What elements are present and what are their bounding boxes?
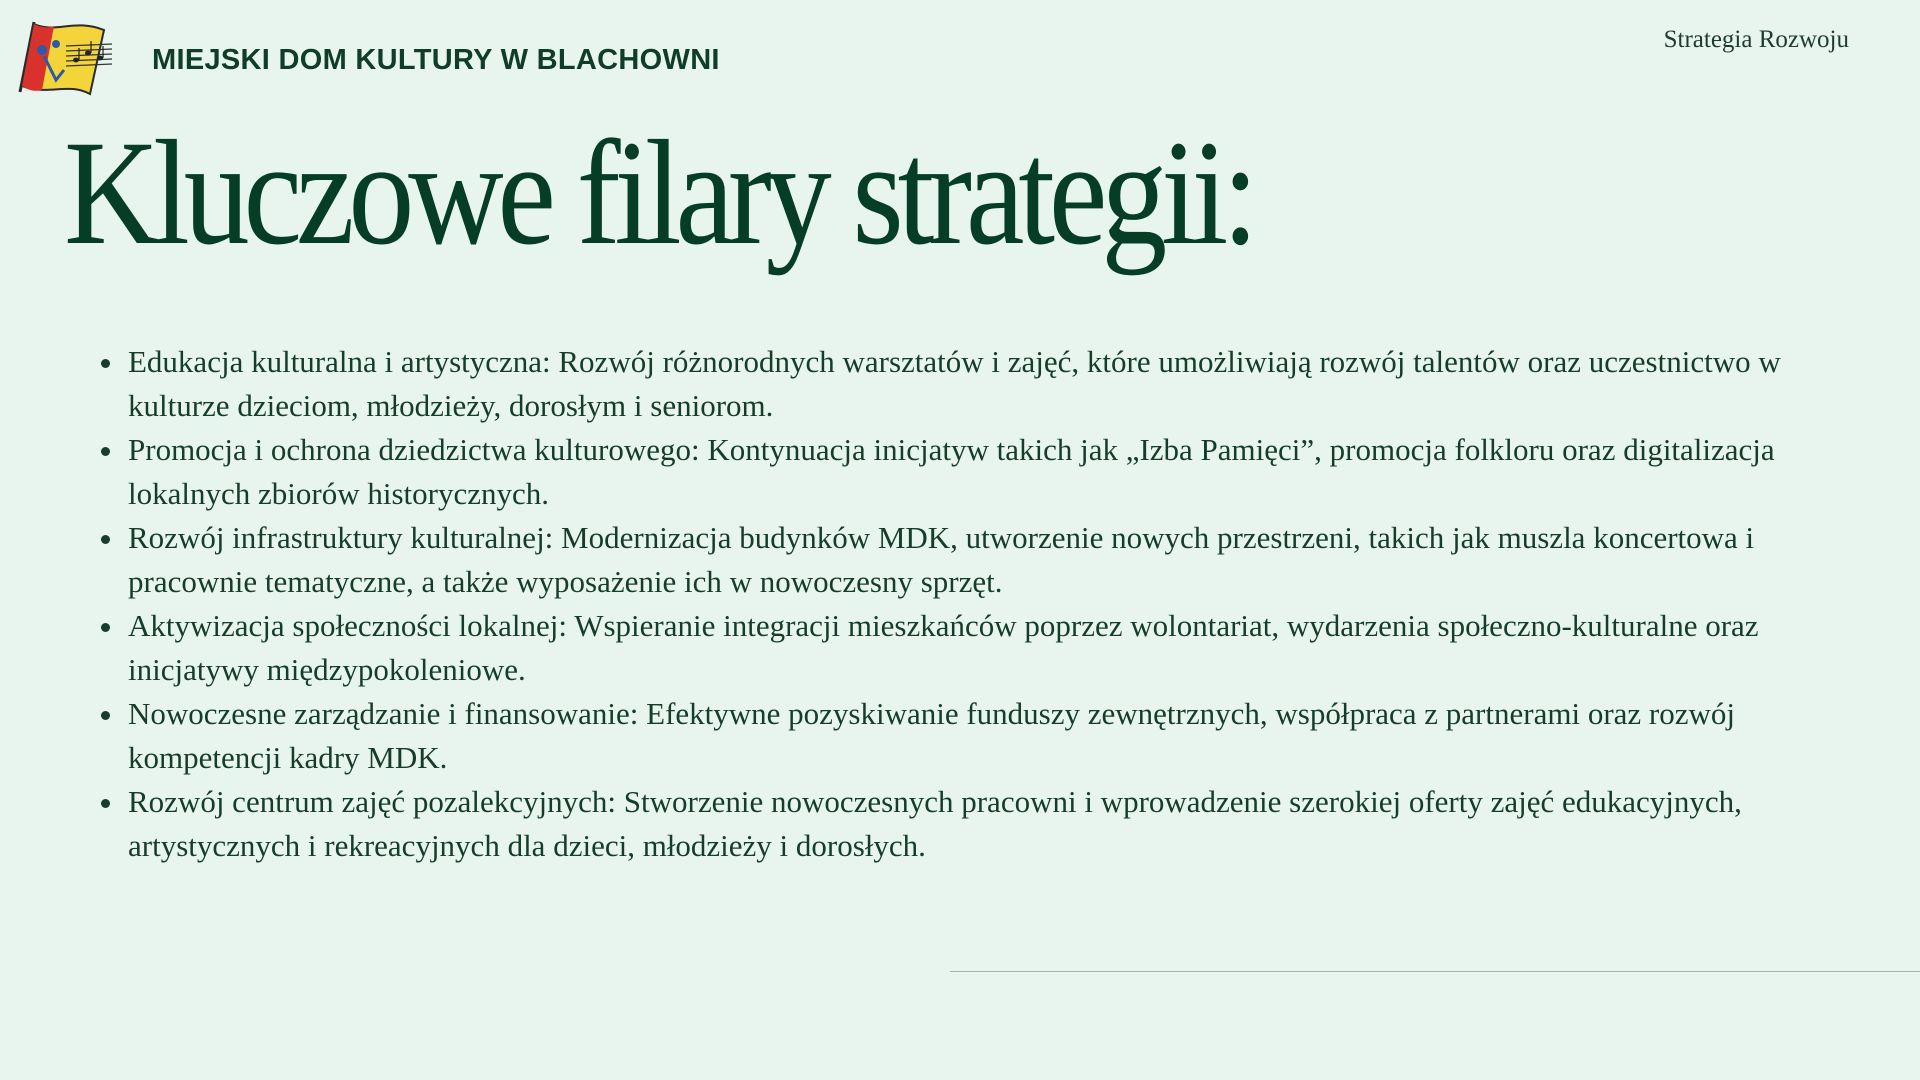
flag-logo-icon xyxy=(20,22,112,94)
section-label: Strategia Rozwoju xyxy=(1663,26,1849,53)
list-item: • Edukacja kulturalna i artystyczna: Rozwój różnorodnych warsztatów i zajęć, które umożliwiają rozwój talentów oraz uczestnictwo w kulturze dzieciom, młodzieży, dorosłym i seniorom. xyxy=(126,340,1826,428)
list-item: • Rozwój infrastruktury kulturalnej: Modernizacja budynków MDK, utworzenie nowych przestrzeni, takich jak muszla koncertowa i pracownie tematyczne, a także wyposażenie ich w nowoczesny sprzęt. xyxy=(126,516,1826,604)
list-item: • Promocja i ochrona dziedzictwa kulturowego: Kontynuacja inicjatyw takich jak „Izba Pamięci”, promocja folkloru oraz digitalizacja lokalnych zbiorów historycznych. xyxy=(126,428,1826,516)
slide-title: Kluczowe filary strategii: xyxy=(64,110,1253,276)
strategy-pillars-list xyxy=(96,340,1826,868)
list-item: • Aktywizacja społeczności lokalnej: Wspieranie integracji mieszkańców poprzez wolontariat, wydarzenia społeczno-kulturalne oraz inicjatywy międzypokoleniowe. xyxy=(126,604,1826,692)
footer-divider xyxy=(950,971,1920,972)
list-item: • Nowoczesne zarządzanie i finansowanie: Efektywne pozyskiwanie funduszy zewnętrznych, współpraca z partnerami oraz rozwój kompetencji kadry MDK. xyxy=(126,692,1826,780)
mdk-logo xyxy=(16,20,120,96)
organization-name: MIEJSKI DOM KULTURY W BLACHOWNI xyxy=(152,44,720,76)
list-item: • Rozwój centrum zajęć pozalekcyjnych: Stworzenie nowoczesnych pracowni i wprowadzenie szerokiej oferty zajęć edukacyjnych, artystycznych i rekreacyjnych dla dzieci, młodzieży i dorosłych. xyxy=(126,780,1826,868)
